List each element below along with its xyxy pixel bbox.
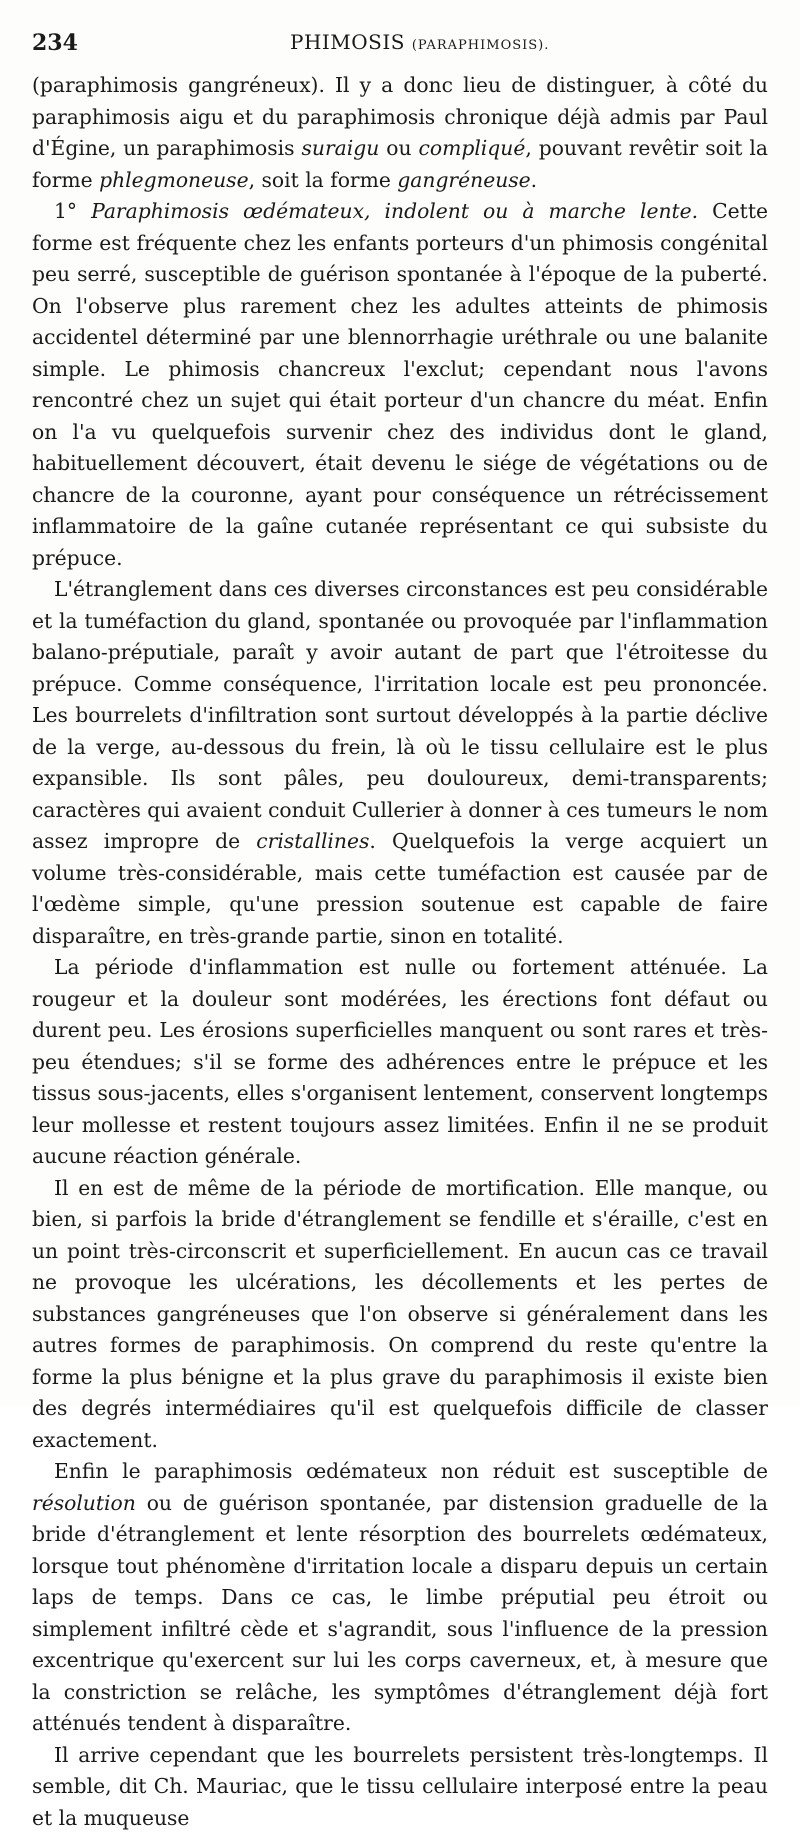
text-run: Enfin le paraphimosis œdémateux non réduit est susceptible de <box>54 1459 768 1483</box>
text-run: ou <box>379 136 418 160</box>
italic-text: suraigu <box>302 136 380 160</box>
text-run: Il arrive cependant que les bourrelets persistent très-longtemps. Il semble, dit Ch. Mauriac, que le tissu cellulaire interposé entre la peau et la muqueuse <box>32 1743 768 1830</box>
italic-text: résolution <box>32 1491 136 1515</box>
text-run: L'étranglement dans ces diverses circonstances est peu considérable et la tuméfaction du gland, spontanée ou provoquée par l'inflammation balano-préputiale, paraît y avoir autant de part que l'étroitesse du prépuce. Comme conséquence, l'irritation locale est peu prononcée. Les bourrelets d'infiltration sont surtout développés à la partie déclive de la verge, au-dessous du frein, là où le tissu cellulaire est le plus expansible. Ils sont pâles, peu douloureux, demi-transparents; caractères qui avaient conduit Cullerier à donner à ces tumeurs le nom assez impropre de <box>32 577 768 853</box>
italic-text: cristallines <box>256 829 369 853</box>
italic-text: phlegmoneuse <box>99 168 249 192</box>
paragraph <box>32 70 768 196</box>
text-run: . Quelquefois la verge acquiert un volume très-considérable, mais cette tuméfaction est causée par de l'œdème simple, qu'une pression soutenue est capable de faire disparaître, en très-grande partie, sinon en totalité. <box>32 829 768 948</box>
text-run: , soit la forme <box>249 168 398 192</box>
paragraph <box>32 952 768 1173</box>
text-run: La période d'inflammation est nulle ou fortement atténuée. La rougeur et la douleur sont modérées, les érections font défaut ou durent peu. Les érosions superficielles manquent ou sont rares et très-peu étendues; s'il se forme des adhérences entre le prépuce et les tissus sous-jacents, elles s'organisent lentement, conservent longtemps leur mollesse et restent toujours assez limitées. Enfin il ne se produit aucune réaction générale. <box>32 955 768 1168</box>
paragraph <box>32 1456 768 1740</box>
italic-text: Paraphimosis œdémateux, indolent ou à marche lente. <box>91 199 698 223</box>
italic-text: gangréneuse <box>397 168 530 192</box>
page-number: 234 <box>32 30 78 56</box>
text-run: 1° <box>54 199 91 223</box>
text-run: Cette forme est fréquente chez les enfants porteurs d'un phimosis congénital peu serré, susceptible de guérison spontanée à l'époque de la puberté. On l'observe plus rarement chez les adultes atteints de phimosis accidentel déterminé par une blennorrhagie uréthrale ou une balanite simple. Le phimosis chancreux l'exclut; cependant nous l'avons rencontré chez un sujet qui était porteur d'un chancre du méat. Enfin on l'a vu quelquefois survenir chez des individus dont le gland, habituellement découvert, était devenu le siége de végétations ou de chancre de la couronne, ayant pour conséquence un rétrécissement inflammatoire de la gaîne cutanée représentant ce qui subsiste du prépuce. <box>32 199 768 570</box>
italic-text: compliqué <box>419 136 526 160</box>
paragraph <box>32 1173 768 1457</box>
paragraph <box>32 574 768 952</box>
header-title-main: PHIMOSIS <box>290 30 405 54</box>
paragraph <box>32 1740 768 1834</box>
running-head <box>32 30 768 60</box>
text-run: (paraphimosis gangréneux). Il y a donc lieu de distinguer, à côté du paraphimosis aigu et du paraphimosis chronique déjà admis par Paul d'Égine, un paraphimosis <box>32 73 768 160</box>
body-text <box>32 70 768 1834</box>
text-run: . <box>531 168 537 192</box>
header-title <box>290 30 549 54</box>
text-run: ou de guérison spontanée, par distension graduelle de la bride d'étranglement et lente résorption des bourrelets œdémateux, lorsque tout phénomène d'irritation locale a disparu depuis un certain laps de temps. Dans ce cas, le limbe préputial peu étroit ou simplement infiltré cède et s'agrandit, sous l'influence de la pression excentrique qu'exercent sur lui les corps caverneux, et, à mesure que la constriction se relâche, les symptômes d'étranglement déjà fort atténués tendent à disparaître. <box>32 1491 768 1736</box>
header-subtitle: (PARAPHIMOSIS). <box>412 38 550 53</box>
paragraph <box>32 196 768 574</box>
text-run: Il en est de même de la période de mortification. Elle manque, ou bien, si parfois la bride d'étranglement se fendille et s'éraille, c'est en un point très-circonscrit et superficiellement. En aucun cas ce travail ne provoque les ulcérations, les décollements et les pertes de substances gangréneuses que l'on observe si généralement dans les autres formes de paraphimosis. On comprend du reste qu'entre la forme la plus bénigne et la plus grave du paraphimosis il existe bien des degrés intermédiaires qu'il est quelquefois difficile de classer exactement. <box>32 1176 768 1452</box>
text-run: , pouvant revêtir soit la forme <box>32 136 768 192</box>
